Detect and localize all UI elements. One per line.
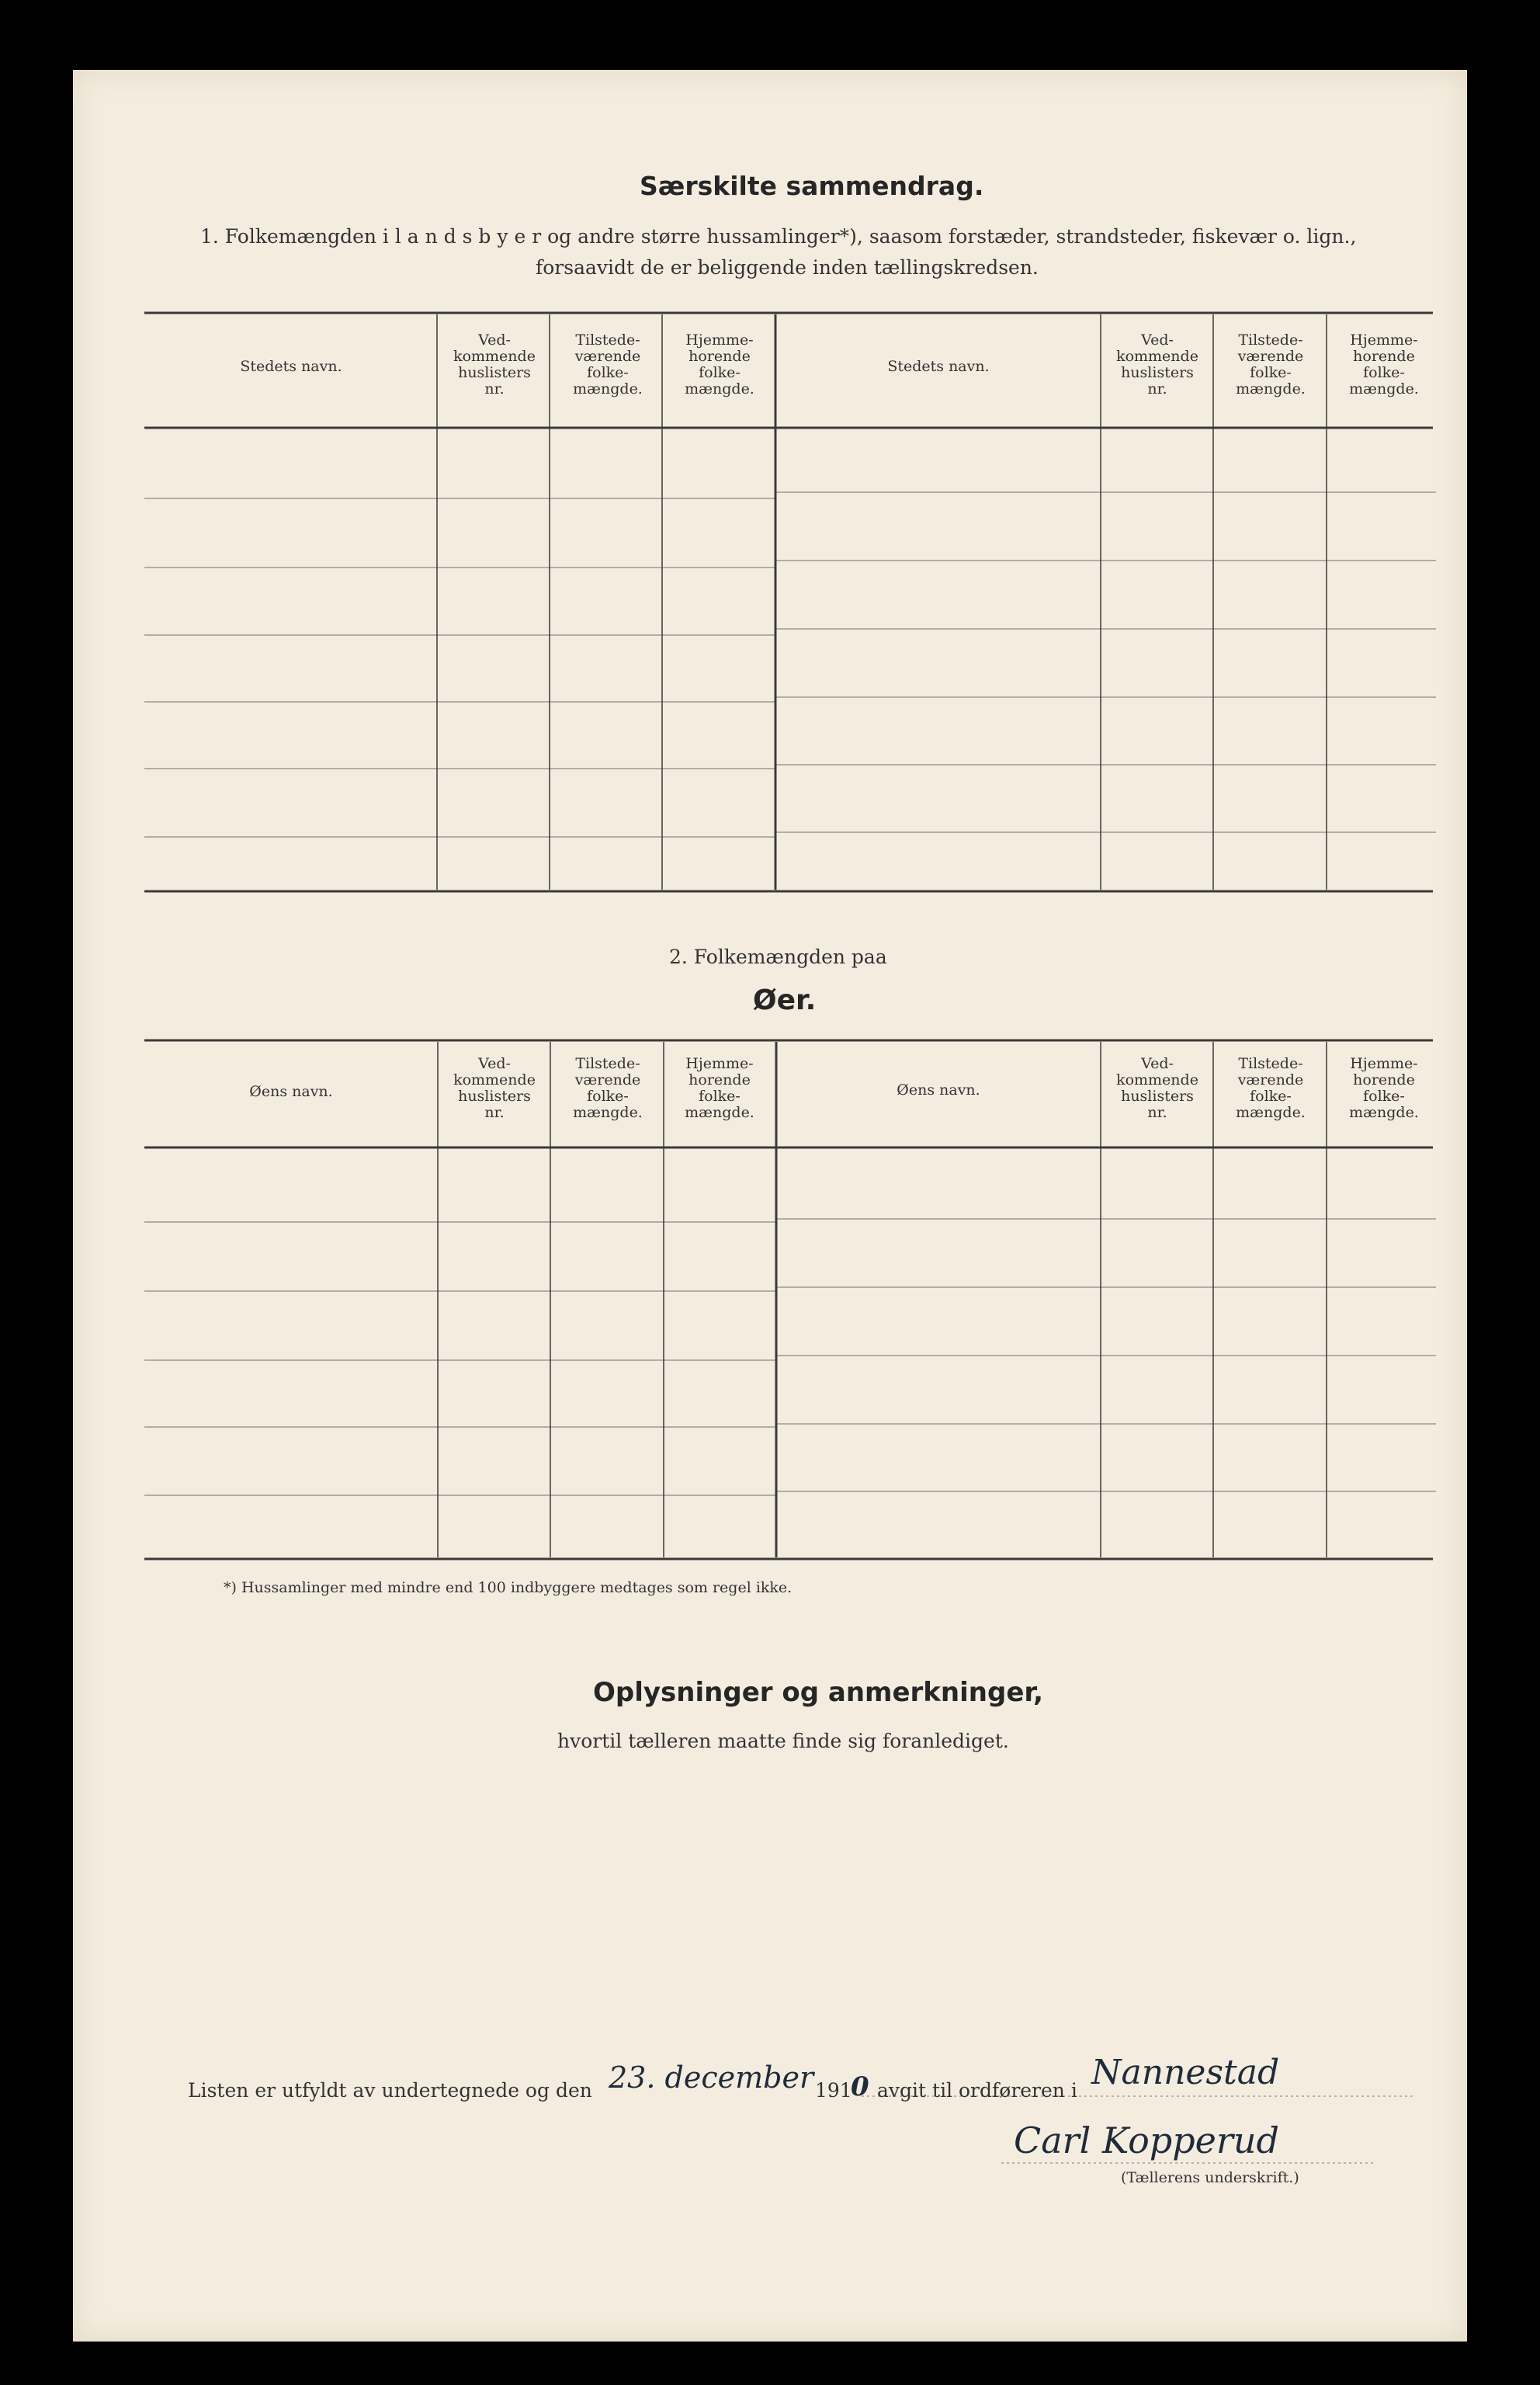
table1-col-resident-right: Hjemme- horende folke- mængde. (1349, 332, 1419, 398)
section2-heading-islands: Øer. (753, 984, 817, 1016)
table2-col-houselist-right: Ved- kommende huslisters nr. (1116, 1055, 1198, 1121)
table1-col-present-left: Tilstede- værende folke- mængde. (573, 332, 643, 398)
table2-col-resident-left: Hjemme- horende folke- mængde. (685, 1055, 754, 1121)
handwritten-signature: Carl Kopperud (1014, 2119, 1279, 2161)
table1-col-houselist-right: Ved- kommende huslisters nr. (1116, 332, 1198, 398)
table1-col-present-right: Tilstede- værende folke- mængde. (1236, 332, 1306, 398)
year-printed: 191 (815, 2079, 852, 2102)
table1-col-houselist-left: Ved- kommende huslisters nr. (453, 332, 536, 398)
footnote: *) Hussamlinger med mindre end 100 indbyggere medtages som regel ikke. (224, 1579, 793, 1596)
section1-intro-line1: 1. Folkemængden i l a n d s b y e r og andre større hussamlinger*), saasom forstæder, strandsteder, fiskevær o. lign., (200, 225, 1357, 248)
handwritten-municipality: Nannestad (1091, 2053, 1280, 2092)
summary-title: Særskilte sammendrag. (640, 171, 984, 201)
signature-line-text2: avgit til ordføreren i (877, 2079, 1077, 2102)
signature-line-text1: Listen er utfyldt av undertegnede og den (188, 2079, 592, 2102)
remarks-title: Oplysninger og anmerkninger, (593, 1677, 1044, 1708)
table2-col-houselist-left: Ved- kommende huslisters nr. (453, 1055, 536, 1121)
table1-col-place-name-right: Stedets navn. (887, 358, 990, 375)
section1-intro-line2: forsaavidt de er beliggende inden tællingskredsen. (536, 256, 1039, 279)
section2-heading-line1: 2. Folkemængden paa (669, 946, 887, 968)
table1-col-place-name-left: Stedets navn. (240, 358, 342, 375)
table2-col-present-right: Tilstede- værende folke- mængde. (1236, 1055, 1306, 1121)
handwritten-date: 23. december (609, 2060, 814, 2095)
signature-caption: (Tællerens underskrift.) (1121, 2169, 1299, 2186)
year-handwritten: 0 (851, 2071, 869, 2102)
table1-col-resident-left: Hjemme- horende folke- mængde. (685, 332, 754, 398)
table2-col-resident-right: Hjemme- horende folke- mængde. (1349, 1055, 1419, 1121)
table2-col-present-left: Tilstede- værende folke- mængde. (573, 1055, 643, 1121)
remarks-subtitle: hvortil tælleren maatte finde sig foranlediget. (557, 1730, 1009, 1752)
table2-col-island-name-left: Øens navn. (249, 1083, 333, 1100)
table2-col-island-name-right: Øens navn. (897, 1081, 980, 1099)
